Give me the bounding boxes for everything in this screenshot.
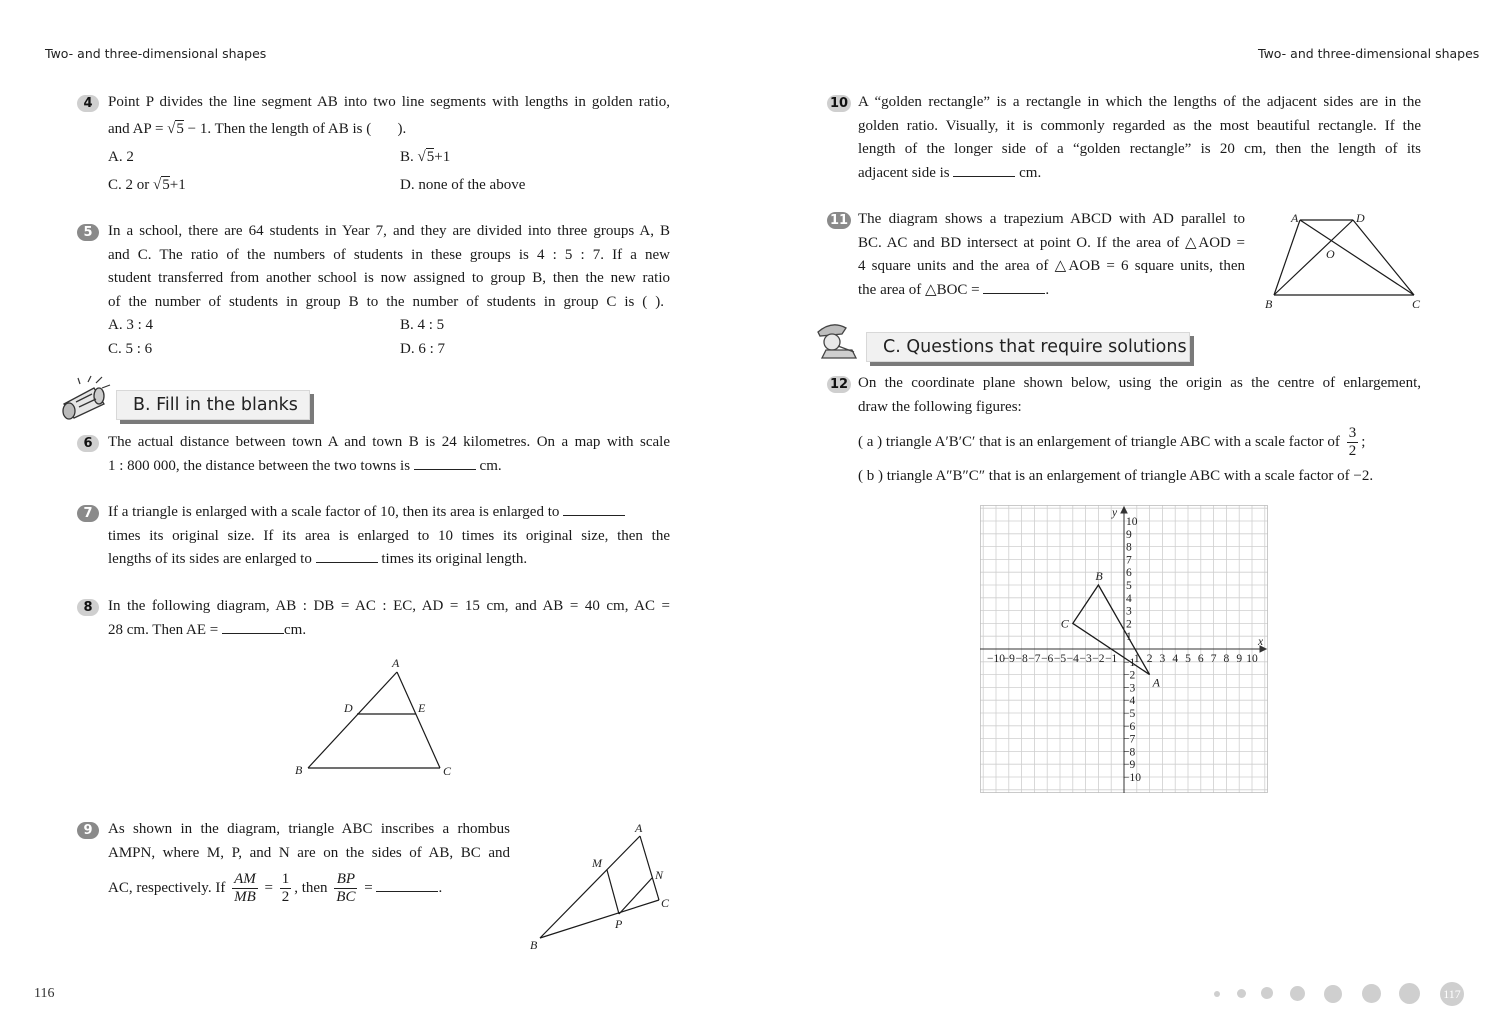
- x-tick-label: 8: [1223, 653, 1230, 665]
- y-tick-label: −10: [1123, 772, 1141, 784]
- x-tick-label: 4: [1172, 653, 1179, 665]
- q8-side-ac: [397, 672, 440, 768]
- q5-line1: In a school, there are 64 students in Year 7, and they are divided into three groups A, B: [108, 223, 670, 239]
- y-tick-label: 2: [1126, 618, 1132, 631]
- y-tick-label: 7: [1126, 554, 1132, 567]
- q9-label-a: A: [635, 821, 643, 835]
- q9-label-c: C: [661, 896, 670, 910]
- question-number-8: 8: [77, 599, 99, 616]
- q8-line2: 28 cm. Then AE = cm.: [108, 622, 307, 638]
- coordinate-grid[interactable]: [980, 505, 1268, 793]
- q9-segment-pn: [619, 878, 652, 914]
- q12-line1: On the coordinate plane shown below, using the origin as the centre of enlargement,: [858, 375, 1421, 391]
- question-number-4: 4: [77, 95, 99, 112]
- q5-option-b: B. 4 : 5: [400, 317, 445, 333]
- y-tick-label: 10: [1126, 516, 1138, 528]
- y-tick-label: 1: [1126, 631, 1132, 644]
- q4-option-a: A. 2: [108, 149, 134, 165]
- q8-triangle-diagram: [290, 652, 460, 782]
- y-tick-label: 9: [1126, 528, 1132, 541]
- q11-trapezium-diagram: [1258, 206, 1438, 316]
- running-header-right: Two- and three-dimensional shapes: [1258, 46, 1480, 61]
- y-tick-label: 4: [1126, 592, 1132, 605]
- q11-label-b: B: [1265, 297, 1273, 311]
- point-label-a: A: [1152, 675, 1160, 690]
- footer-dot: [1324, 985, 1342, 1003]
- q6-line2: 1 : 800 000, the distance between the two towns is cm.: [108, 458, 502, 474]
- q4-option-b: B. √5+1: [400, 149, 451, 165]
- q11-line3: 4 square units and the area of △AOB = 6 square units, then: [858, 258, 1245, 274]
- q8-label-c: C: [443, 764, 452, 778]
- q9-side-ab: [540, 836, 640, 938]
- x-tick-label: 5: [1185, 653, 1191, 665]
- q11-diagonal-ac: [1300, 220, 1414, 295]
- x-tick-label: −5: [1053, 653, 1067, 665]
- question-number-10: 10: [827, 95, 851, 112]
- q11-label-o: O: [1326, 247, 1335, 261]
- q7-line3: lengths of its sides are enlarged to times its original length.: [108, 551, 528, 567]
- q5-line2: and C. The ratio of the numbers of students in these groups is 4 : 5 : 7. If a new: [108, 247, 670, 263]
- q8-label-e: E: [418, 701, 426, 715]
- q11-line1: The diagram shows a trapezium ABCD with AD parallel to: [858, 211, 1245, 227]
- footer-dot: [1214, 991, 1220, 997]
- x-tick-label: 7: [1210, 653, 1217, 665]
- x-tick-label: 3: [1159, 653, 1166, 665]
- q5-option-c: C. 5 : 6: [108, 341, 153, 357]
- x-axis-label: x: [1258, 636, 1264, 648]
- q6-line1: The actual distance between town A and town B is 24 kilometres. On a map with scale: [108, 434, 670, 450]
- q5-option-a: A. 3 : 4: [108, 317, 153, 333]
- q12-part-a: ( a ) triangle A′B′C′ that is an enlargement of triangle ABC with a scale factor of $\frac{3}{2}$ ;: [858, 425, 1366, 460]
- y-tick-label: −3: [1123, 682, 1136, 695]
- y-tick-label: −1: [1123, 656, 1136, 669]
- q9-line2: AMPN, where M, P, and N are on the sides of AB, BC and: [108, 845, 510, 861]
- footer-dot: [1362, 984, 1381, 1003]
- q11-diagonal-bd: [1274, 220, 1353, 295]
- y-tick-label: 8: [1126, 541, 1132, 554]
- q8-label-b: B: [295, 763, 303, 777]
- footer-dot: [1290, 986, 1305, 1001]
- y-axis-label: y: [1112, 507, 1118, 519]
- x-tick-label: −1: [1105, 653, 1118, 665]
- x-tick-label: 6: [1197, 653, 1204, 665]
- q5-line4: of the number of students in group B to the number of students in group C is ( ).: [108, 294, 664, 310]
- q10-line1: A “golden rectangle” is a rectangle in which the lengths of the adjacent sides are in the: [858, 94, 1421, 110]
- question-number-12: 12: [827, 376, 851, 393]
- thinking-figure-icon: [812, 318, 866, 364]
- point-label-b: B: [1095, 569, 1103, 583]
- footer-dot: [1237, 989, 1246, 998]
- y-tick-label: −5: [1123, 708, 1136, 720]
- q11-label-d: D: [1356, 211, 1365, 225]
- q8-line1: In the following diagram, AB : DB = AC : EC, AD = 15 cm, and AB = 40 cm, AC =: [108, 598, 670, 614]
- footer-dot: [1399, 983, 1420, 1004]
- y-tick-label: −6: [1123, 720, 1136, 733]
- q8-label-d: D: [344, 701, 353, 715]
- section-b-banner: B. Fill in the blanks: [116, 390, 310, 420]
- x-tick-label: −7: [1028, 653, 1041, 665]
- x-tick-label: −2: [1092, 653, 1105, 665]
- q12-line2: draw the following figures:: [858, 399, 1022, 415]
- q9-label-m: M: [592, 856, 602, 870]
- question-number-5: 5: [77, 224, 99, 241]
- y-tick-label: −9: [1123, 759, 1136, 772]
- x-tick-label: 1: [1133, 653, 1140, 665]
- q5-line3: student transferred from another school is now assigned to group B, then the new ratio: [108, 270, 670, 286]
- q8-side-ab: [308, 672, 397, 768]
- q4-line1: Point P divides the line segment AB into two line segments with lengths in golden ratio,: [108, 94, 670, 110]
- section-c-banner: C. Questions that require solutions: [866, 332, 1190, 362]
- question-number-6: 6: [77, 435, 99, 452]
- x-tick-label: −4: [1066, 653, 1079, 665]
- q12-part-b: ( b ) triangle A″B″C″ that is an enlargement of triangle ABC with a scale factor of −2.: [858, 468, 1374, 484]
- y-tick-label: −7: [1123, 733, 1136, 746]
- footer-dot: [1261, 987, 1273, 999]
- q9-segment-mp: [607, 870, 619, 914]
- point-label-c: C: [1060, 616, 1069, 631]
- q11-line2: BC. AC and BD intersect at point O. If the area of △AOD =: [858, 235, 1245, 251]
- y-tick-label: 6: [1126, 567, 1132, 580]
- q9-label-n: N: [655, 868, 664, 882]
- scroll-icon: [58, 374, 114, 422]
- q11-side-ab: [1274, 220, 1300, 295]
- q11-line4: the area of △BOC = .: [858, 282, 1050, 298]
- x-tick-label: −10: [987, 653, 1005, 665]
- q10-line3: length of the longer side of a “golden rectangle” is 20 cm, then the length of its: [858, 141, 1421, 157]
- q4-option-c: C. 2 or √5+1: [108, 177, 186, 193]
- x-tick-label: 9: [1236, 653, 1243, 665]
- q8-label-a: A: [392, 656, 400, 670]
- q11-side-dc: [1353, 220, 1414, 295]
- page-number-right: 117: [1440, 982, 1464, 1006]
- x-tick-label: −6: [1041, 653, 1054, 665]
- page-number-left: 116: [34, 986, 55, 1001]
- y-tick-label: 3: [1126, 605, 1132, 618]
- q4-line2: and AP = √5 − 1. Then the length of AB is ( ).: [108, 121, 407, 137]
- q10-line4: adjacent side is cm.: [858, 165, 1042, 181]
- question-number-11: 11: [827, 212, 851, 229]
- x-tick-label: 10: [1246, 653, 1258, 665]
- q9-line3: AC, respectively. If $\frac{AM}{MB}$ = $\frac{1}{2}$ , then $\frac{BP}{BC}$ = .: [108, 871, 443, 906]
- y-tick-label: −2: [1123, 669, 1136, 682]
- question-number-9: 9: [77, 822, 99, 839]
- q9-rhombus-diagram: [522, 818, 682, 958]
- x-tick-label: 2: [1146, 653, 1153, 665]
- q4-option-d: D. none of the above: [400, 177, 526, 193]
- running-header-left: Two- and three-dimensional shapes: [45, 46, 267, 61]
- q9-label-b: B: [530, 938, 538, 952]
- y-tick-label: 5: [1126, 580, 1132, 592]
- y-tick-label: −8: [1123, 746, 1136, 759]
- x-tick-label: −8: [1015, 653, 1028, 665]
- x-tick-label: −9: [1002, 653, 1015, 665]
- q9-line1: As shown in the diagram, triangle ABC inscribes a rhombus: [108, 821, 510, 837]
- x-tick-label: −3: [1079, 653, 1092, 665]
- q5-option-d: D. 6 : 7: [400, 341, 445, 357]
- q7-line1: If a triangle is enlarged with a scale factor of 10, then its area is enlarged to: [108, 501, 625, 525]
- y-tick-label: −4: [1123, 695, 1136, 708]
- question-number-7: 7: [77, 505, 99, 522]
- q7-line2: times its original size. If its area is enlarged to 10 times its original size, then the: [108, 528, 670, 544]
- q11-label-a: A: [1291, 211, 1299, 225]
- q11-label-c: C: [1412, 297, 1421, 311]
- q9-label-p: P: [615, 917, 623, 931]
- q10-line2: golden ratio. Visually, it is commonly regarded as the most beautiful rectangle. If the: [858, 118, 1421, 134]
